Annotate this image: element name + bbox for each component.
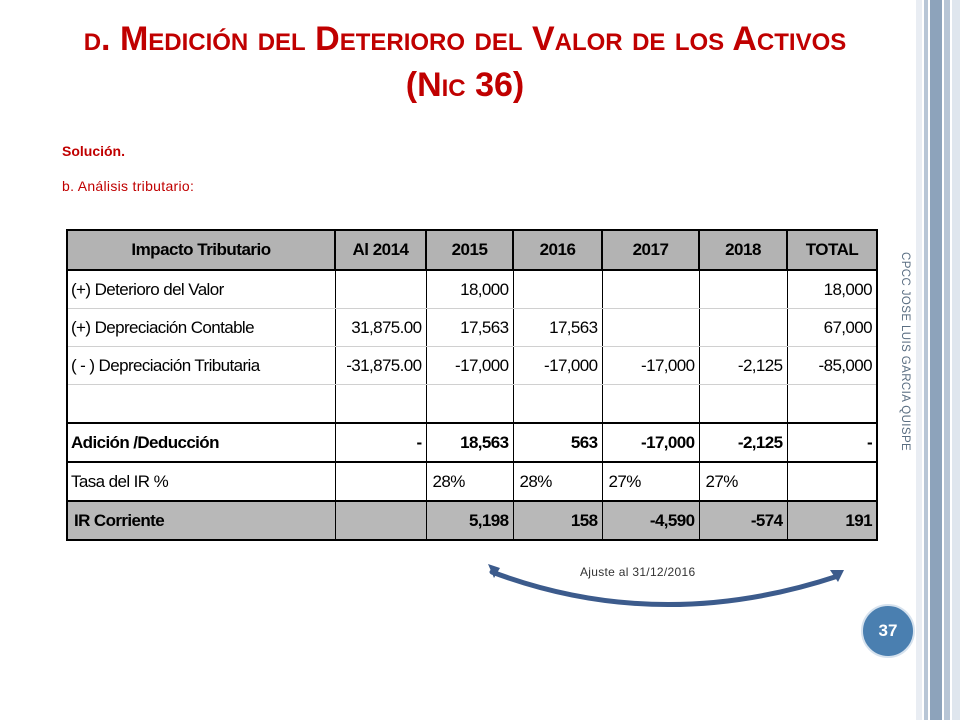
cell: -4,590	[602, 501, 699, 540]
cell	[787, 385, 877, 424]
table-row	[67, 309, 877, 347]
header-concept: Impacto Tributario	[67, 230, 335, 270]
cell: 28%	[426, 462, 513, 501]
cell	[335, 385, 426, 424]
analysis-subheading: b. Análisis tributario:	[62, 178, 195, 194]
cell: 5,198	[426, 501, 513, 540]
cell: 17,563	[513, 309, 602, 347]
table-row	[67, 347, 877, 385]
cell	[699, 270, 787, 309]
cell: 158	[513, 501, 602, 540]
cell: 17,563	[426, 309, 513, 347]
solution-heading: Solución.	[62, 143, 125, 159]
cell: -31,875.00	[335, 347, 426, 385]
cell	[787, 462, 877, 501]
row-label: IR Corriente	[67, 501, 335, 540]
cell: 31,875.00	[335, 309, 426, 347]
cell: -17,000	[602, 423, 699, 462]
cell	[513, 385, 602, 424]
title-prefix: d.	[83, 20, 120, 58]
cell: -17,000	[513, 347, 602, 385]
cell	[513, 270, 602, 309]
cell	[335, 270, 426, 309]
row-label: Tasa del IR %	[67, 462, 335, 501]
cell	[335, 462, 426, 501]
cell	[699, 309, 787, 347]
header-2014: Al 2014	[335, 230, 426, 270]
cell: 18,563	[426, 423, 513, 462]
cell: -17,000	[426, 347, 513, 385]
cell: -2,125	[699, 347, 787, 385]
decorative-side-bars	[916, 0, 960, 720]
header-2016: 2016	[513, 230, 602, 270]
row-label: Adición /Deducción	[67, 423, 335, 462]
tax-impact-table	[66, 229, 878, 541]
header-2018: 2018	[699, 230, 787, 270]
row-label: ( - ) Depreciación Tributaria	[67, 347, 335, 385]
table-header-row	[67, 230, 877, 270]
row-label: (+) Depreciación Contable	[67, 309, 335, 347]
cell: 191	[787, 501, 877, 540]
title-main: Medición del Deterioro del Valor de los Activos	[119, 20, 847, 58]
cell: 563	[513, 423, 602, 462]
cell: 67,000	[787, 309, 877, 347]
table-row-empty	[67, 385, 877, 424]
cell: 18,000	[426, 270, 513, 309]
cell: -	[787, 423, 877, 462]
row-label: (+) Deterioro del Valor	[67, 270, 335, 309]
cell	[335, 501, 426, 540]
header-2017: 2017	[602, 230, 699, 270]
page-number-badge: 37	[861, 604, 915, 658]
rate-row	[67, 462, 877, 501]
cell: -85,000	[787, 347, 877, 385]
curved-arrow-icon	[480, 560, 860, 620]
cell	[602, 385, 699, 424]
row-label	[67, 385, 335, 424]
cell: -574	[699, 501, 787, 540]
cell: 27%	[602, 462, 699, 501]
adjustment-label: Ajuste al 31/12/2016	[580, 565, 696, 579]
cell	[699, 385, 787, 424]
title-line2: (Nic 36)	[405, 66, 525, 104]
cell: -2,125	[699, 423, 787, 462]
cell	[426, 385, 513, 424]
author-vertical-text: CPCC JOSE LUIS GARCIA QUISPE	[899, 252, 911, 452]
total-row	[67, 423, 877, 462]
header-total: TOTAL	[787, 230, 877, 270]
cell: -	[335, 423, 426, 462]
ir-row	[67, 501, 877, 540]
cell: 18,000	[787, 270, 877, 309]
cell: 27%	[699, 462, 787, 501]
slide-title	[30, 16, 900, 108]
cell: 28%	[513, 462, 602, 501]
cell	[602, 309, 699, 347]
cell	[602, 270, 699, 309]
cell: -17,000	[602, 347, 699, 385]
header-2015: 2015	[426, 230, 513, 270]
table-row	[67, 270, 877, 309]
